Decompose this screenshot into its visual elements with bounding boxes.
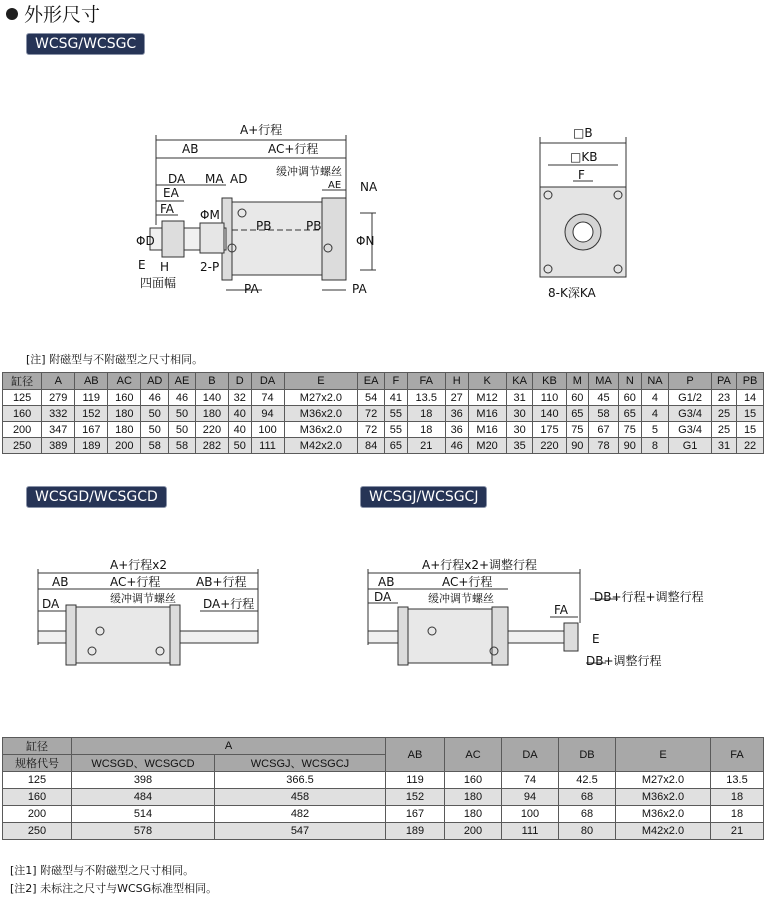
- table-row: [3, 823, 764, 840]
- d2-label: A+行程x2: [110, 558, 168, 572]
- table-row: [3, 438, 764, 454]
- t1-header-cell: DA: [251, 373, 284, 390]
- t1-cell: G3/4: [669, 422, 711, 438]
- t1-cell: M12: [468, 390, 506, 406]
- t2-h-code: 规格代号: [3, 755, 72, 772]
- t2-cell: 18: [711, 789, 764, 806]
- d1-label: 四面幅: [140, 276, 177, 290]
- t2-cell: M42x2.0: [616, 823, 711, 840]
- table-row: [3, 789, 764, 806]
- d1-label: MA: [205, 172, 224, 186]
- t1-cell: 14: [737, 390, 764, 406]
- t2-h-col: DA: [502, 738, 559, 772]
- t1-header-cell: 缸径: [3, 373, 42, 390]
- t1-header-cell: A: [42, 373, 75, 390]
- t2-cell: 398: [72, 772, 215, 789]
- model-tag-d: WCSGD/WCSGCD: [26, 486, 167, 508]
- cylinder-j-diagram: [360, 555, 760, 675]
- t1-cell: 180: [108, 422, 141, 438]
- t1-cell: 40: [228, 406, 251, 422]
- t1-header-cell: NA: [641, 373, 669, 390]
- t2-cell: 200: [3, 806, 72, 823]
- t1-cell: 250: [3, 438, 42, 454]
- d3-label: E: [592, 632, 600, 646]
- t1-cell: 15: [737, 422, 764, 438]
- t1-cell: 152: [75, 406, 108, 422]
- t1-cell: 84: [358, 438, 385, 454]
- t2-cell: 167: [386, 806, 445, 823]
- t1-cell: M16: [468, 406, 506, 422]
- t1-cell: 27: [445, 390, 468, 406]
- t2-cell: 94: [502, 789, 559, 806]
- t1-cell: 50: [228, 438, 251, 454]
- t1-cell: 67: [589, 422, 619, 438]
- t2-h-col: AB: [386, 738, 445, 772]
- t1-cell: 18: [407, 422, 445, 438]
- model-tag-main: WCSG/WCSGC: [26, 33, 145, 55]
- d2-label: 缓冲调节螺丝: [110, 592, 176, 605]
- d1-label: 缓冲调节螺丝: [276, 165, 342, 178]
- t1-cell: 41: [385, 390, 408, 406]
- d3-label: A+行程x2+调整行程: [422, 558, 538, 572]
- t1-cell: 45: [589, 390, 619, 406]
- t1-cell: 5: [641, 422, 669, 438]
- t1-cell: 50: [169, 422, 196, 438]
- t2-h-j: WCSGJ、WCSGCJ: [215, 755, 386, 772]
- t2-cell: 189: [386, 823, 445, 840]
- t2-cell: 578: [72, 823, 215, 840]
- t2-cell: 68: [559, 789, 616, 806]
- d1-label: PA: [352, 282, 367, 296]
- d2-label: AB+行程: [196, 575, 247, 589]
- t1-cell: G1/2: [669, 390, 711, 406]
- t1-cell: 200: [3, 422, 42, 438]
- t1-cell: 180: [108, 406, 141, 422]
- d1-side-label: □KB: [570, 150, 598, 164]
- table-row: [3, 806, 764, 823]
- section-title: [6, 0, 100, 27]
- d1-label: H: [160, 260, 170, 274]
- t1-cell: M16: [468, 422, 506, 438]
- t1-cell: 220: [195, 422, 228, 438]
- t1-cell: 58: [589, 406, 619, 422]
- t2-cell: 484: [72, 789, 215, 806]
- dimension-table-main: [2, 372, 764, 454]
- t1-cell: 332: [42, 406, 75, 422]
- d1-label: AB: [182, 142, 199, 156]
- t1-cell: 4: [641, 406, 669, 422]
- t1-cell: 90: [618, 438, 641, 454]
- t2-cell: 111: [502, 823, 559, 840]
- t1-cell: 40: [228, 422, 251, 438]
- t1-cell: G3/4: [669, 406, 711, 422]
- t1-cell: 160: [108, 390, 141, 406]
- d1-label: DA: [168, 172, 186, 186]
- d2-label: AB: [52, 575, 69, 589]
- t2-h-col: DB: [559, 738, 616, 772]
- t1-header-cell: P: [669, 373, 711, 390]
- t1-cell: 25: [711, 422, 736, 438]
- t1-header-cell: MA: [589, 373, 619, 390]
- t1-cell: 46: [141, 390, 169, 406]
- d1-label: FA: [160, 202, 175, 216]
- t1-cell: M36x2.0: [284, 422, 358, 438]
- t2-cell: 21: [711, 823, 764, 840]
- t2-cell: 160: [3, 789, 72, 806]
- d1-side-label: F: [578, 168, 585, 182]
- t1-cell: 78: [589, 438, 619, 454]
- d3-label: FA: [554, 603, 569, 617]
- t1-cell: 58: [169, 438, 196, 454]
- t2-h-bore: 缸径: [3, 738, 72, 755]
- d1-label: NA: [360, 180, 378, 194]
- t1-cell: 46: [445, 438, 468, 454]
- t1-cell: M42x2.0: [284, 438, 358, 454]
- t2-h-col: FA: [711, 738, 764, 772]
- t1-header-cell: FA: [407, 373, 445, 390]
- t2-cell: 547: [215, 823, 386, 840]
- t1-cell: 90: [566, 438, 589, 454]
- table-row: [3, 422, 764, 438]
- d1-label: A+行程: [240, 123, 283, 137]
- d2-label: DA+行程: [203, 597, 255, 611]
- t2-cell: 68: [559, 806, 616, 823]
- t1-cell: 4: [641, 390, 669, 406]
- t1-cell: 160: [3, 406, 42, 422]
- d2-label: DA: [42, 597, 60, 611]
- t1-cell: 15: [737, 406, 764, 422]
- t1-header-cell: D: [228, 373, 251, 390]
- t1-cell: 60: [618, 390, 641, 406]
- dimension-table-dj: [2, 737, 764, 840]
- t1-cell: 167: [75, 422, 108, 438]
- t2-cell: 42.5: [559, 772, 616, 789]
- d1-label: ΦM: [200, 208, 220, 222]
- t1-cell: 36: [445, 422, 468, 438]
- t1-cell: 175: [533, 422, 566, 438]
- t1-cell: 65: [566, 406, 589, 422]
- t2-cell: 119: [386, 772, 445, 789]
- d3-label: DB+调整行程: [586, 654, 662, 668]
- t1-cell: 100: [251, 422, 284, 438]
- t1-cell: 200: [108, 438, 141, 454]
- t1-header-cell: AB: [75, 373, 108, 390]
- t1-cell: 110: [533, 390, 566, 406]
- t1-cell: 46: [169, 390, 196, 406]
- t2-cell: 152: [386, 789, 445, 806]
- d1-label: ΦN: [356, 234, 375, 248]
- note-2: [注2] 未标注之尺寸与WCSG标准型相同。: [10, 882, 218, 895]
- t2-cell: 100: [502, 806, 559, 823]
- t1-cell: 189: [75, 438, 108, 454]
- d3-label: AB: [378, 575, 395, 589]
- t1-cell: 140: [195, 390, 228, 406]
- t1-cell: M36x2.0: [284, 406, 358, 422]
- t1-cell: 220: [533, 438, 566, 454]
- note-main: [注] 附磁型与不附磁型之尺寸相同。: [26, 353, 204, 366]
- t2-cell: 458: [215, 789, 386, 806]
- t2-cell: 160: [445, 772, 502, 789]
- t1-cell: 72: [358, 422, 385, 438]
- d1-label: PB: [256, 219, 272, 233]
- t2-cell: 74: [502, 772, 559, 789]
- t1-cell: 65: [385, 438, 408, 454]
- t1-cell: 8: [641, 438, 669, 454]
- t1-cell: 347: [42, 422, 75, 438]
- t1-cell: 31: [711, 438, 736, 454]
- t1-cell: 282: [195, 438, 228, 454]
- t1-cell: 50: [169, 406, 196, 422]
- t1-cell: 21: [407, 438, 445, 454]
- d1-label: E: [138, 258, 146, 272]
- t1-cell: 55: [385, 406, 408, 422]
- t1-cell: 60: [566, 390, 589, 406]
- t1-header-cell: EA: [358, 373, 385, 390]
- t1-cell: 18: [407, 406, 445, 422]
- section-title-text: 外形尺寸: [24, 4, 101, 26]
- t1-cell: 75: [566, 422, 589, 438]
- d1-side-label: 8-K深KA: [548, 286, 596, 300]
- t1-cell: 55: [385, 422, 408, 438]
- t2-cell: 13.5: [711, 772, 764, 789]
- d1-label: AC+行程: [268, 142, 319, 156]
- model-tag-j: WCSGJ/WCSGCJ: [360, 486, 487, 508]
- t2-cell: 80: [559, 823, 616, 840]
- t1-cell: 180: [195, 406, 228, 422]
- t2-cell: 125: [3, 772, 72, 789]
- cylinder-d-diagram: [0, 555, 360, 675]
- t1-cell: G1: [669, 438, 711, 454]
- t1-cell: M27x2.0: [284, 390, 358, 406]
- t2-cell: M36x2.0: [616, 789, 711, 806]
- t2-h-A: A: [72, 738, 386, 755]
- t2-cell: 250: [3, 823, 72, 840]
- d1-label: PB: [306, 219, 322, 233]
- t1-cell: 279: [42, 390, 75, 406]
- t1-header-cell: AE: [169, 373, 196, 390]
- t1-cell: 75: [618, 422, 641, 438]
- t2-cell: 18: [711, 806, 764, 823]
- t1-header-cell: N: [618, 373, 641, 390]
- d3-label: AC+行程: [442, 575, 493, 589]
- t2-h-d: WCSGD、WCSGCD: [72, 755, 215, 772]
- t1-header-cell: H: [445, 373, 468, 390]
- t1-cell: 23: [711, 390, 736, 406]
- t1-cell: 30: [506, 406, 533, 422]
- t1-cell: 74: [251, 390, 284, 406]
- t1-cell: 140: [533, 406, 566, 422]
- d3-label: DA: [374, 590, 392, 604]
- t1-header-cell: PA: [711, 373, 736, 390]
- t1-header-cell: K: [468, 373, 506, 390]
- t2-cell: 482: [215, 806, 386, 823]
- t1-cell: 30: [506, 422, 533, 438]
- d1-label: AD: [230, 172, 248, 186]
- t1-header-cell: M: [566, 373, 589, 390]
- d1-label: EA: [163, 186, 179, 200]
- t1-cell: 94: [251, 406, 284, 422]
- t2-h-col: E: [616, 738, 711, 772]
- table-row: [3, 390, 764, 406]
- t2-cell: M36x2.0: [616, 806, 711, 823]
- t1-header-cell: B: [195, 373, 228, 390]
- d1-label: AE: [328, 180, 342, 191]
- bullet-icon: [6, 8, 18, 20]
- t1-cell: 389: [42, 438, 75, 454]
- d3-label: DB+行程+调整行程: [594, 590, 704, 604]
- t2-h-col: AC: [445, 738, 502, 772]
- t1-header-cell: KB: [533, 373, 566, 390]
- t1-header-cell: AD: [141, 373, 169, 390]
- table-row: [3, 772, 764, 789]
- t1-cell: 22: [737, 438, 764, 454]
- t1-header-cell: KA: [506, 373, 533, 390]
- t1-header-cell: AC: [108, 373, 141, 390]
- d3-label: 缓冲调节螺丝: [428, 592, 494, 605]
- t1-header-cell: E: [284, 373, 358, 390]
- t1-cell: 36: [445, 406, 468, 422]
- t2-cell: 200: [445, 823, 502, 840]
- d1-label: PA: [244, 282, 259, 296]
- t1-cell: 31: [506, 390, 533, 406]
- t2-cell: 366.5: [215, 772, 386, 789]
- d2-label: AC+行程: [110, 575, 161, 589]
- note-1: [注1] 附磁型与不附磁型之尺寸相同。: [10, 864, 195, 877]
- d1-label: 2-P: [200, 260, 220, 274]
- t2-cell: M27x2.0: [616, 772, 711, 789]
- t1-cell: 50: [141, 406, 169, 422]
- t2-cell: 180: [445, 806, 502, 823]
- t2-cell: 180: [445, 789, 502, 806]
- t1-cell: 25: [711, 406, 736, 422]
- t1-cell: 72: [358, 406, 385, 422]
- d1-side-label: □B: [573, 126, 593, 140]
- t1-cell: 35: [506, 438, 533, 454]
- t1-cell: 54: [358, 390, 385, 406]
- t1-cell: 125: [3, 390, 42, 406]
- t1-cell: 65: [618, 406, 641, 422]
- t1-header-cell: PB: [737, 373, 764, 390]
- cylinder-front-diagram: [0, 115, 767, 305]
- d1-label: ΦD: [136, 234, 155, 248]
- t2-cell: 514: [72, 806, 215, 823]
- table-row: [3, 406, 764, 422]
- t1-cell: 50: [141, 422, 169, 438]
- t1-cell: 111: [251, 438, 284, 454]
- t1-cell: 13.5: [407, 390, 445, 406]
- t1-cell: M20: [468, 438, 506, 454]
- t1-cell: 32: [228, 390, 251, 406]
- t1-cell: 119: [75, 390, 108, 406]
- t1-cell: 58: [141, 438, 169, 454]
- t1-header-cell: F: [385, 373, 408, 390]
